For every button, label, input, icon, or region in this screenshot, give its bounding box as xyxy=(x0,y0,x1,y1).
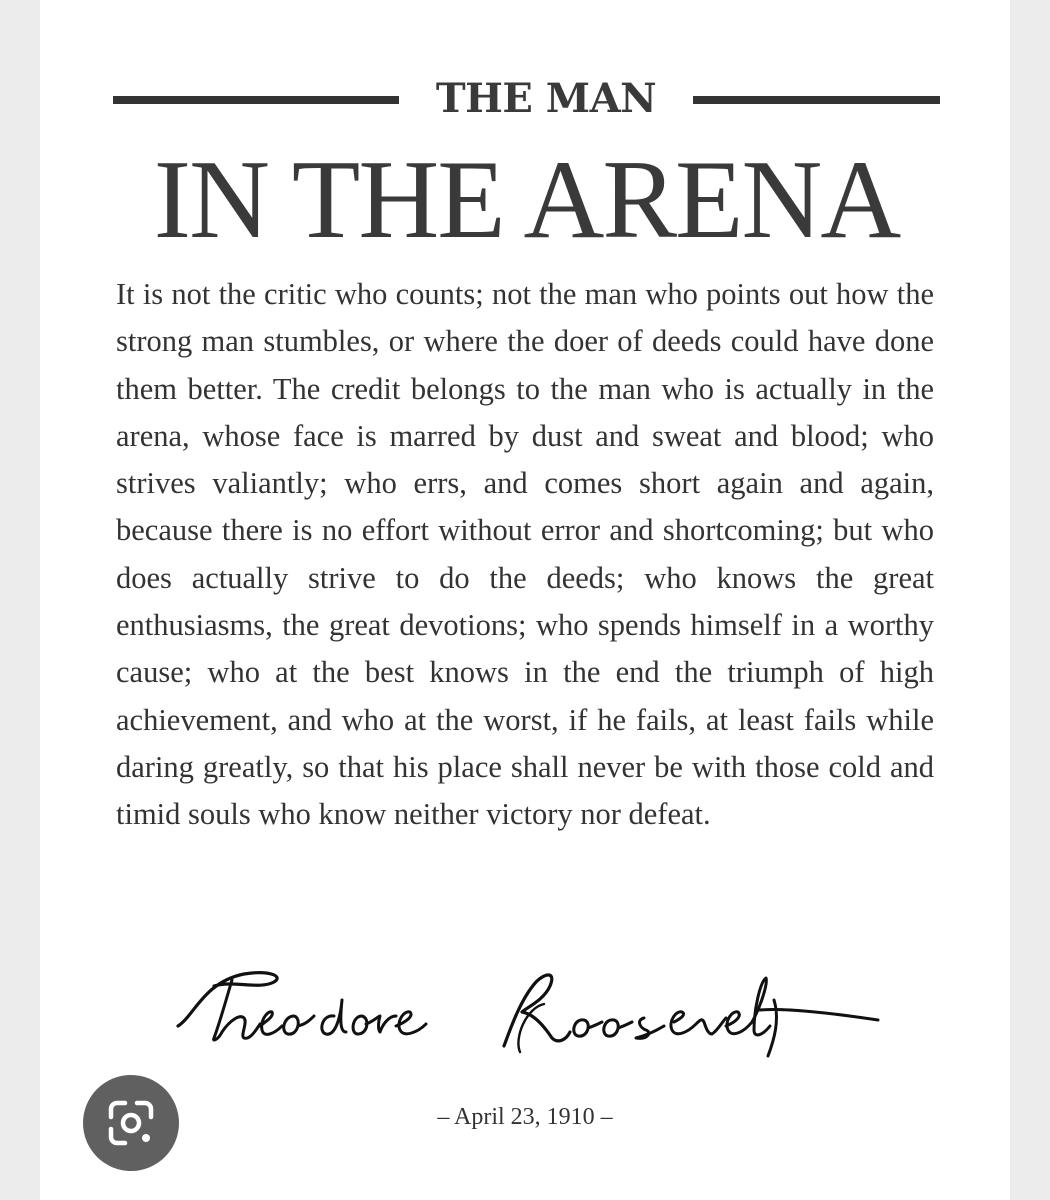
poster xyxy=(40,0,1010,1200)
header-rule-right xyxy=(693,96,940,104)
date-line: – April 23, 1910 – xyxy=(437,1104,613,1130)
google-lens-button[interactable] xyxy=(83,1075,179,1171)
quote-text: It is not the critic who counts; not the man who points out how the strong man stumbles, or where the doer of deeds could have done them better. The credit belongs to the man who is actually in the arena, whose face is marred by dust and sweat and blood; who strives valiantly; who errs, and comes short again and again, because there is no effort without error and shortcoming; but who does actually strive to do the deeds; who knows the great enthusiasms, the great devotions; who spends himself in a worthy cause; who at the best knows in the end the triumph of high achievement, and who at the worst, if he fails, at least fails while daring greatly, so that his place shall never be with those cold and timid souls who know neither victory nor defeat. xyxy=(116,277,934,832)
background-strip xyxy=(1010,0,1050,1200)
poster-kicker: THE MAN xyxy=(435,75,657,122)
header-rule-left xyxy=(113,96,399,104)
poster-title: IN THE ARENA xyxy=(153,138,900,262)
google-lens-icon xyxy=(105,1097,157,1149)
signature-image xyxy=(174,960,884,1070)
